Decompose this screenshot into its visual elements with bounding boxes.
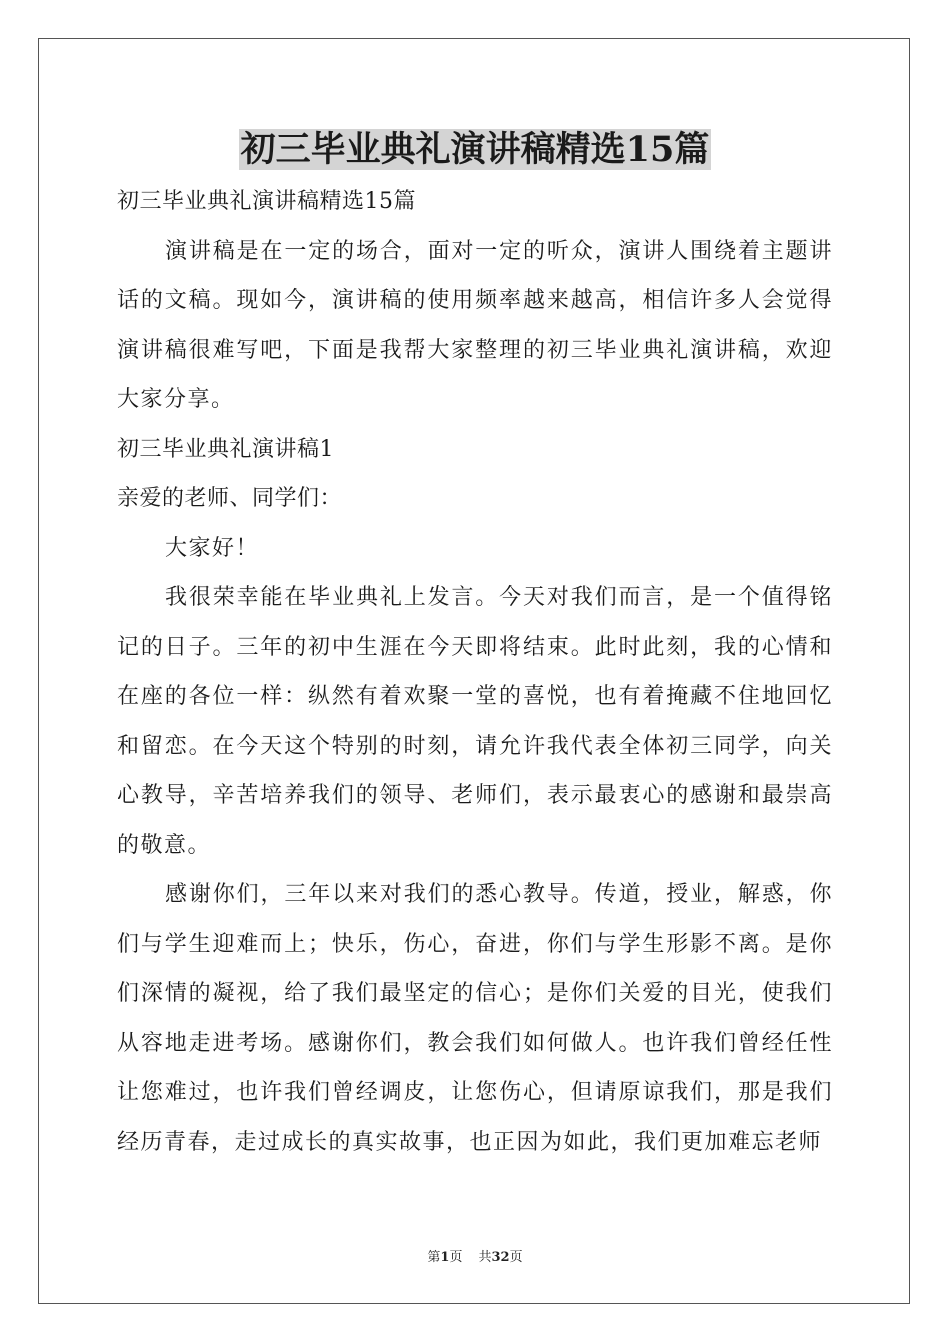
document-subtitle: 初三毕业典礼演讲稿精选15篇 xyxy=(117,189,416,214)
total-prefix: 共 xyxy=(478,1250,492,1265)
page-suffix: 页 xyxy=(449,1250,463,1265)
total-suffix: 页 xyxy=(509,1250,523,1265)
intro-paragraph: 演讲稿是在一定的场合，面对一定的听众，演讲人围绕着主题讲话的文稿。现如今，演讲稿的使用频率越来越高，相信许多人会觉得演讲稿很难写吧，下面是我帮大家整理的初三毕业典礼演讲稿，欢迎大家分享。 xyxy=(117,238,833,412)
page-footer xyxy=(0,1249,950,1267)
salutation: 亲爱的老师、同学们： xyxy=(117,486,343,511)
body-paragraph: 感谢你们，三年以来对我们的悉心教导。传道，授业，解惑，你们与学生迎难而上；快乐，伤心，奋进，你们与学生形影不离。是你们深情的凝视，给了我们最坚定的信心；是你们关爱的目光，使我们从容地走进考场。感谢你们，教会我们如何做人。也许我们曾经任性让您难过，也许我们曾经调皮，让您伤心，但请原谅我们，那是我们经历青春，走过成长的真实故事，也正因为如此，我们更加难忘老师 xyxy=(117,882,833,1155)
total-pages: 32 xyxy=(491,1250,510,1265)
page-prefix: 第 xyxy=(427,1250,441,1265)
document-title-text: 初三毕业典礼演讲稿精选15篇 xyxy=(240,129,710,170)
document-title xyxy=(0,128,950,172)
body-paragraph: 我很荣幸能在毕业典礼上发言。今天对我们而言，是一个值得铭记的日子。三年的初中生涯在今天即将结束。此时此刻，我的心情和在座的各位一样：纵然有着欢聚一堂的喜悦，也有着掩藏不住地回忆和留恋。在今天这个特别的时刻，请允许我代表全体初三同学，向关心教导，辛苦培养我们的领导、老师们，表示最衷心的感谢和最崇高的敬意。 xyxy=(117,585,833,858)
greeting: 大家好！ xyxy=(165,535,260,561)
page-number: 1 xyxy=(440,1250,450,1265)
document-body xyxy=(117,177,833,1167)
section-heading: 初三毕业典礼演讲稿1 xyxy=(117,436,334,462)
